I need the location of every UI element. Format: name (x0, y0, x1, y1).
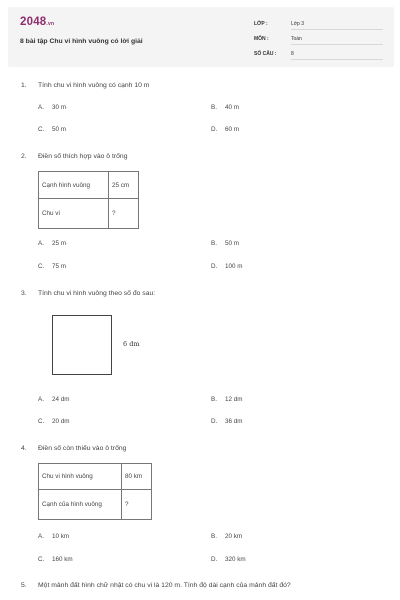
question-number: 5. (21, 582, 27, 589)
q4-option-b[interactable] (211, 533, 242, 540)
question-3 (21, 290, 155, 297)
question-text: Tính chu vi hình vuông có cạnh 10 m (38, 82, 150, 89)
meta-subject-value: Toán (291, 36, 383, 45)
table-cell: ? (122, 490, 152, 520)
option-letter: B. (211, 533, 217, 540)
question-5 (21, 582, 291, 589)
option-text: 160 km (52, 556, 73, 563)
option-letter: C. (38, 126, 45, 133)
meta-count-label: SỐ CÂU : (254, 51, 277, 57)
option-text: 24 dm (52, 396, 70, 403)
question-text: Điền số thích hợp vào ô trống (38, 153, 128, 160)
option-text: 25 m (52, 240, 66, 247)
question-2 (21, 153, 127, 160)
table-cell: 80 km (122, 464, 152, 490)
option-letter: D. (211, 556, 218, 563)
option-text: 12 dm (225, 396, 243, 403)
option-text: 75 m (52, 263, 66, 270)
meta-grade-label: LỚP : (254, 21, 268, 27)
q1-option-c[interactable] (38, 126, 66, 133)
q3-option-a[interactable] (38, 396, 70, 403)
option-text: 36 dm (225, 418, 243, 425)
option-letter: C. (38, 263, 45, 270)
q1-option-b[interactable] (211, 104, 239, 111)
table-row (39, 172, 139, 199)
option-text: 30 m (52, 104, 66, 111)
question-number: 2. (21, 153, 27, 160)
meta-count-value: 8 (291, 51, 383, 60)
table-row (39, 199, 139, 229)
table-cell: Chu vi (39, 199, 109, 229)
table-row (39, 490, 152, 520)
meta-subject (254, 36, 384, 47)
question-1 (21, 82, 149, 89)
option-letter: A. (38, 240, 44, 247)
q2-option-b[interactable] (211, 240, 239, 247)
option-letter: D. (211, 418, 218, 425)
option-text: 50 m (225, 240, 239, 247)
question-number: 4. (21, 445, 27, 452)
meta-subject-label: MÔN : (254, 36, 269, 42)
question-text: Một mảnh đất hình chữ nhật có chu vi là 120 m. Tính độ dài cạnh của mảnh đất đó? (38, 582, 291, 589)
question-number: 3. (21, 290, 27, 297)
question-text: Tính chu vi hình vuông theo số đo sau: (38, 290, 156, 297)
q1-option-d[interactable] (211, 126, 239, 133)
logo-suffix: .vn (46, 21, 55, 27)
option-letter: B. (211, 240, 217, 247)
square-figure (52, 315, 112, 375)
q3-option-c[interactable] (38, 418, 70, 425)
site-logo[interactable] (20, 16, 54, 28)
option-text: 20 dm (52, 418, 70, 425)
q2-option-c[interactable] (38, 263, 66, 270)
option-letter: C. (38, 418, 45, 425)
option-text: 20 km (225, 533, 243, 540)
q4-option-d[interactable] (211, 556, 246, 563)
option-text: 40 m (225, 104, 239, 111)
q2-option-a[interactable] (38, 240, 66, 247)
q2-data-table (38, 171, 139, 229)
option-letter: B. (211, 396, 217, 403)
worksheet-header (8, 7, 394, 67)
table-cell: ? (109, 199, 139, 229)
square-side-label: 6 dm (123, 340, 140, 348)
option-letter: A. (38, 396, 44, 403)
q4-option-c[interactable] (38, 556, 73, 563)
table-row (39, 464, 152, 490)
q3-option-b[interactable] (211, 396, 243, 403)
option-letter: A. (38, 104, 44, 111)
option-letter: D. (211, 126, 218, 133)
option-letter: A. (38, 533, 44, 540)
option-text: 50 m (52, 126, 66, 133)
q4-option-a[interactable] (38, 533, 69, 540)
q1-option-a[interactable] (38, 104, 66, 111)
question-4 (21, 445, 126, 452)
option-letter: B. (211, 104, 217, 111)
option-text: 320 km (225, 556, 246, 563)
table-cell: Cạnh của hình vuông (39, 490, 122, 520)
table-cell: 25 cm (109, 172, 139, 199)
meta-grade (254, 21, 384, 32)
question-text: Điền số còn thiếu vào ô trống (38, 445, 127, 452)
table-cell: Chu vi hình vuông (39, 464, 122, 490)
table-cell: Cạnh hình vuông (39, 172, 109, 199)
question-number: 1. (21, 82, 27, 89)
logo-main: 2048 (20, 16, 47, 28)
option-text: 100 m (225, 263, 243, 270)
q2-option-d[interactable] (211, 263, 243, 270)
q4-data-table (38, 463, 152, 520)
option-text: 10 km (52, 533, 70, 540)
option-letter: D. (211, 263, 218, 270)
q3-option-d[interactable] (211, 418, 243, 425)
meta-grade-value: Lớp 3 (291, 21, 383, 30)
option-letter: C. (38, 556, 45, 563)
option-text: 60 m (225, 126, 239, 133)
document-title: 8 bài tập Chu vi hình vuông có lời giải (20, 38, 143, 45)
meta-question-count (254, 51, 384, 62)
